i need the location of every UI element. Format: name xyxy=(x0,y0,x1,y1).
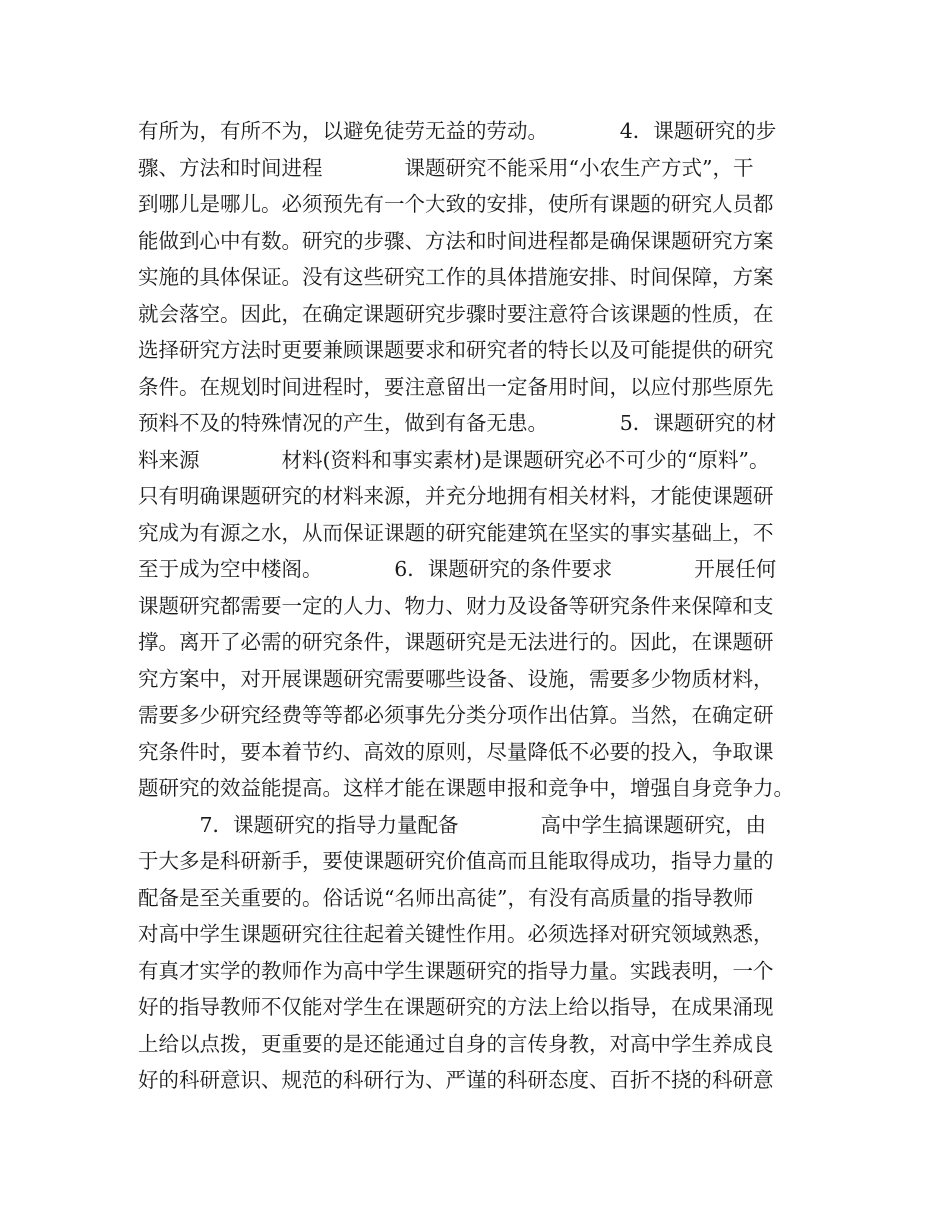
text-line: 上给以点拨，更重要的是还能通过自身的言传身教，对高中学生养成良 xyxy=(138,1031,774,1056)
text-line: 7．课题研究的指导力量配备 高中学生搞课题研究，由 xyxy=(138,812,767,837)
text-line: 撑。离开了必需的研究条件，课题研究是无法进行的。因此，在课题研 xyxy=(138,630,774,654)
body-text xyxy=(138,113,828,1099)
text-line: 究成为有源之水，从而保证课题的研究能建筑在坚实的事实基础上，不 xyxy=(138,520,774,545)
text-line: 实施的具体保证。没有这些研究工作的具体措施安排、时间保障，方案 xyxy=(138,265,774,289)
text-line: 配备是至关重要的。俗话说“名师出高徒”，有没有高质量的指导教师 xyxy=(138,885,754,910)
text-line: 能做到心中有数。研究的步骤、方法和时间进程都是确保课题研究方案 xyxy=(138,228,774,253)
text-line: 料来源 材料(资料和事实素材)是课题研究必不可少的“原料”。 xyxy=(138,447,770,472)
text-line: 究条件时，要本着节约、高效的原则，尽量降低不必要的投入，争取课 xyxy=(138,739,774,764)
text-line: 就会落空。因此，在确定课题研究步骤时要注意符合该课题的性质，在 xyxy=(138,301,774,326)
text-line: 有所为，有所不为，以避免徒劳无益的劳动。 4．课题研究的步 xyxy=(138,119,777,143)
text-line: 至于成为空中楼阁。 6．课题研究的条件要求 开展任何 xyxy=(138,557,777,581)
text-line: 有真才实学的教师作为高中学生课题研究的指导力量。实践表明，一个 xyxy=(138,958,774,983)
text-line: 预料不及的特殊情况的产生，做到有备无患。 5．课题研究的材 xyxy=(138,411,777,435)
text-line: 条件。在规划时间进程时，要注意留出一定备用时间，以应付那些原先 xyxy=(138,374,774,399)
text-line: 究方案中，对开展课题研究需要哪些设备、设施，需要多少物质材料， xyxy=(138,666,774,691)
text-line: 选择研究方法时更要兼顾课题要求和研究者的特长以及可能提供的研究 xyxy=(138,338,774,362)
text-line: 需要多少研究经费等等都必须事先分类分项作出估算。当然，在确定研 xyxy=(138,703,774,727)
text-line: 对高中学生课题研究往往起着关键性作用。必须选择对研究领域熟悉， xyxy=(138,922,774,946)
text-line: 于大多是科研新手，要使课题研究价值高而且能取得成功，指导力量的 xyxy=(138,849,774,873)
text-line: 课题研究都需要一定的人力、物力、财力及设备等研究条件来保障和支 xyxy=(138,593,774,618)
text-line: 只有明确课题研究的材料来源，并充分地拥有相关材料，才能使课题研 xyxy=(138,484,774,508)
text-line: 好的指导教师不仅能对学生在课题研究的方法上给以指导，在成果涌现 xyxy=(138,995,774,1019)
text-line: 到哪儿是哪儿。必须预先有一个大致的安排，使所有课题的研究人员都 xyxy=(138,192,774,216)
text-line: 好的科研意识、规范的科研行为、严谨的科研态度、百折不挠的科研意 xyxy=(138,1068,774,1092)
text-line: 题研究的效益能提高。这样才能在课题申报和竞争中，增强自身竞争力。 xyxy=(138,776,794,800)
text-line: 骤、方法和时间进程 课题研究不能采用“小农生产方式”，干 xyxy=(138,155,754,180)
